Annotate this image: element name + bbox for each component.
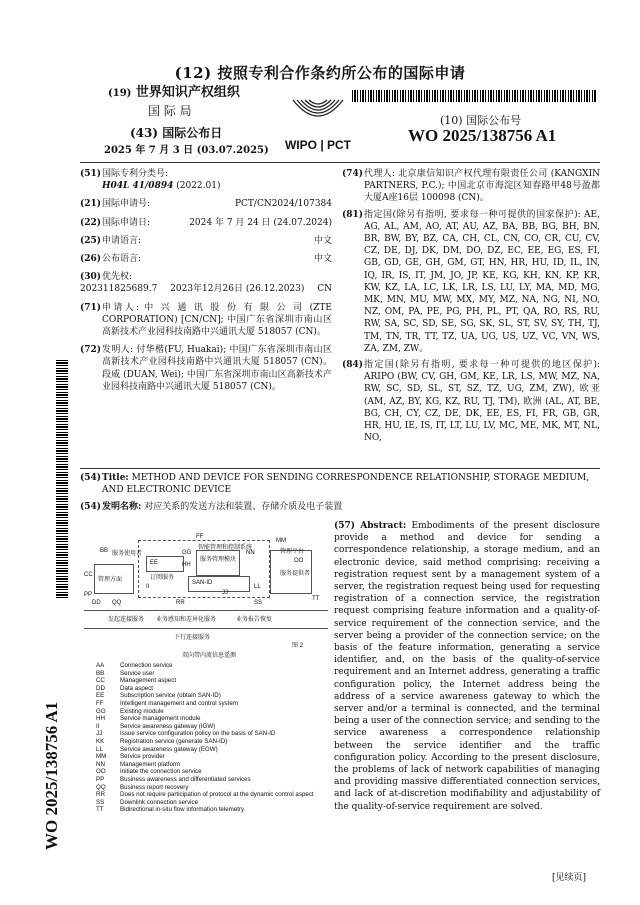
legend-row <box>96 761 326 769</box>
publication-language: 中文 <box>313 254 332 265</box>
org-code: (19) <box>108 88 132 99</box>
title-text: METHOD AND DEVICE FOR SENDING CORRESPONDENCE RELATIONSHIP, STORAGE MEDIUM, AND ELECTRONIC DEVICE <box>102 473 590 496</box>
legend-row <box>96 776 326 784</box>
fig-label-ff: FF <box>196 534 204 540</box>
pubnum-label: (10) 国际公布号 <box>440 114 522 127</box>
legend-value: Service provider <box>120 753 165 761</box>
legend-row <box>96 700 326 708</box>
title-label: Title: <box>102 473 129 483</box>
title-rule <box>80 468 600 469</box>
title-label: 发明名称: <box>102 502 142 512</box>
abstract <box>334 520 600 813</box>
field-num: (54) <box>80 502 102 512</box>
fig-label-kk: NN <box>246 550 255 556</box>
application-number: PCT/CN2024/107384 <box>234 199 332 210</box>
field-num: (21) <box>80 199 102 210</box>
connection-line <box>84 628 328 629</box>
legend-value: Issue service configuration policy on the basis of SAN-ID <box>120 730 276 738</box>
legend-key: MM <box>96 753 107 761</box>
fig-label-ii: II <box>146 584 150 590</box>
field-num: (54) <box>80 473 102 483</box>
field-label: 国际专利分类号: <box>102 169 169 179</box>
legend-value: Business report recovery <box>120 783 189 791</box>
org-line2: 国 际 局 <box>148 104 192 118</box>
fig-cn-text: 业务感知和差异化服务 <box>156 617 217 623</box>
fig-label-oo: QQ <box>112 600 122 606</box>
legend-row <box>96 753 326 761</box>
fig-label-qq: SS <box>254 600 263 606</box>
legend-row <box>96 662 326 670</box>
legend-key: FF <box>96 699 104 707</box>
priority-date: 2023年12月26日 (26.12.2023) <box>170 284 305 295</box>
applicant-text: 申请人: 中 兴 通 讯 股 份 有 限 公 司 (ZTE CORPORATION) [CN/CN]; 中国广东省深圳市南山区高新技术产业园科技南路中兴通讯大厦 518057 (CN)。 <box>102 302 332 338</box>
legend-key: PP <box>96 775 105 783</box>
abstract-text: Embodiments of the present disclosure provide a method and device for sending a correspondence relationship, a storage medium, and an electronic device, said method comprising: receiving a registration request sent by a management system of a server, the registration request being used for requesting registration of a connection service, the registration request comprising feature information and a quality-of-service requirement of the connection service, and the server being a provider of the connection service; on the basis of the feature information, generating a service identifier, and, on the basis of the quality-of-service requirement and an Internet address, generating a traffic configuration policy, the Internet address being the address of a service awareness gateway to which the server and/or a terminal is connected, and the terminal being a user of the connection service; and sending to the service awareness a correspondence relationship between the service identifier and the traffic configuration policy. According to the present disclosure, the problems of lack of network capabilities of managing and providing massive differentiated connection services, and lack of at-discretion modifiability and adjustability of the quality-of-service requirement are solved. <box>334 521 600 812</box>
legend-row <box>96 784 326 792</box>
legend-row <box>96 708 326 716</box>
field-num: (22) <box>80 217 102 228</box>
field-label: 公布语言: <box>102 254 142 265</box>
legend-row <box>96 738 326 746</box>
legend-value: Management platform <box>120 760 181 768</box>
fig-label-dd: DD <box>92 600 101 606</box>
fig-label-cc: CC <box>84 572 93 578</box>
legend-key: JJ <box>96 730 103 738</box>
field-num: (72) <box>80 345 102 356</box>
legend-row <box>96 670 326 678</box>
legend-row <box>96 730 326 738</box>
org-line1: 世界知识产权组织 <box>135 85 240 100</box>
legend-value: Data aspect <box>120 684 154 692</box>
fig-cn-text: 订阅服务 <box>150 575 175 581</box>
legend-key: RR <box>96 791 105 799</box>
legend-key: EE <box>96 692 105 700</box>
legend-key: KK <box>96 737 105 745</box>
legend-row <box>96 799 326 807</box>
ipc-code: H04L 41/0894 <box>102 181 174 192</box>
legend-row <box>96 791 326 799</box>
legend-row <box>96 723 326 731</box>
bibliographic-right <box>342 168 600 444</box>
legend-key: LL <box>96 745 103 753</box>
header-rule <box>80 162 600 163</box>
field-label: 优先权: <box>102 272 133 283</box>
fig-label-gg: GG <box>182 550 192 556</box>
field-num: (51) <box>80 169 102 179</box>
fig-label-bb: BB <box>100 548 109 554</box>
priority-number: 202311825689.7 <box>80 284 158 295</box>
field-label: 申请语言: <box>102 235 142 246</box>
legend-value: Business awareness and differentiated services <box>120 775 251 783</box>
fig-cn-text: 双向带内流信息遥测 <box>182 653 237 659</box>
fig-cn-text: 服务使用者 <box>112 551 143 557</box>
fig-label-pp: RR <box>176 600 185 606</box>
title-text: 对应关系的发送方法和装置、存储介质及电子装置 <box>144 502 343 512</box>
legend-key: TT <box>96 806 104 814</box>
field-num: (74) <box>342 169 364 179</box>
legend-key: AA <box>96 662 105 669</box>
field-num: (81) <box>342 209 364 220</box>
fig-label-nn: OO <box>294 558 304 564</box>
fig-cn-text: 管理平台 <box>280 549 305 555</box>
pubdate-value: 2025 年 7 月 3 日 (03.07.2025) <box>104 145 269 156</box>
regional-designation-text: 指定国(除另有指明, 要求每一种可提供的地区保护): ARIPO (BW, CV, GH, GM, KE, LR, LS, MW, MZ, NA, RW, SC, SD, SL, ST, SZ, TZ, UG, ZM, ZW), 欧亚 (AM, AZ, BY, KG, KZ, RU, TJ, TM), 欧洲 (AL, AT, BE, BG, CH, CY, CZ, DE, DK, EE, ES, FI, FR, GB, GR, HR, HU, IE, IS, IT, LT, LU, LV, MC, ME, MK, MT, NL, NO, <box>364 360 600 444</box>
agent-text: 代理人: 北京康信知识产权代理有限责任公司 (KANGXIN PARTNERS, P.C.); 中国北京市海淀区知春路甲48号盈都大厦A座16层 100098 (CN)。 <box>364 169 600 204</box>
priority-country: CN <box>317 284 332 295</box>
fig-label-aa: PP <box>84 592 93 598</box>
filing-language: 中文 <box>313 235 332 246</box>
abstract-label: Abstract: <box>360 521 407 531</box>
fig-label-jj: JJ <box>222 590 228 596</box>
priority-row <box>80 283 332 295</box>
bibliographic-left <box>80 168 332 393</box>
legend-row <box>96 677 326 685</box>
legend-row <box>96 746 326 754</box>
legend-value: Intelligent management and control system <box>120 699 238 707</box>
legend-value: Service awareness gateway (EGW) <box>120 745 218 753</box>
legend-key: OO <box>96 768 106 776</box>
fig-label-hh: HH <box>182 562 191 568</box>
ipc-year: (2022.01) <box>176 181 221 192</box>
legend-value: Service awareness gateway (IGW) <box>120 722 216 730</box>
side-pub-number: WO 2025/138756 A1 <box>42 701 61 850</box>
document-kind-title: (12) 按照专利合作条约所公布的国际申请 <box>174 64 466 82</box>
legend-value: Service user <box>120 669 155 677</box>
legend-row <box>96 692 326 700</box>
title-english <box>80 472 600 496</box>
org-name <box>108 86 240 100</box>
legend-row <box>96 715 326 723</box>
legend-key: QQ <box>96 783 106 791</box>
legend-value: Registration service (generate SAN-ID) <box>120 737 228 745</box>
fig-cn-text: 业务报告恢复 <box>236 617 273 623</box>
fig-cn-text: 服务管理模块 <box>200 557 237 563</box>
legend-row <box>96 768 326 776</box>
fig-cn-text: 智能管理和控制系统 <box>198 545 253 551</box>
national-designation-text: 指定国(除另有指明, 要求每一种可提供的国家保护): AE, AG, AL, AM, AO, AT, AU, AZ, BA, BB, BG, BH, BN, BR, BW, BY, BZ, CA, CH, CL, CN, CO, CR, CU, CV, CZ, DE, DJ, DK, DM, DO, DZ, EC, EE, EG, ES, FI, GB, GD, GE, GH, GM, GT, HN, HR, HU, ID, IL, IN, IQ, IR, IS, IT, JM, JO, JP, KE, KG, KH, KN, KP, KR, KW, KZ, LA, LC, LK, LR, LS, LU, LY, MA, MD, MG, MK, MN, MU, MW, MX, MY, MZ, NA, NG, NI, NO, NZ, OM, PA, PE, PG, PH, PL, PT, QA, RO, RS, RU, RW, SA, SC, SD, SE, SG, SK, SL, ST, SV, SY, TH, TJ, TM, TN, TR, TT, TZ, UA, UG, US, UZ, VC, VN, WS, ZA, ZM, ZW。 <box>364 209 600 354</box>
fig-cn-text: 下行连接服务 <box>174 635 211 641</box>
field-num: (84) <box>342 360 364 371</box>
inventor-text: 发明人: 付华楷(FU, Huakai); 中国广东省深圳市南山区高新技术产业园科技南路中兴通讯大厦 518057 (CN)。 段威 (DUAN, Wei); 中国广东省深圳市南山区高新技术产业园科技南路中兴通讯大厦 518057 (CN)。 <box>102 345 332 392</box>
legend-key: CC <box>96 677 105 685</box>
legend-key: II <box>96 722 100 730</box>
legend-value: Downlink connection service <box>120 798 199 806</box>
legend-value: Bidirectional in-situ flow information telemetry <box>120 806 245 814</box>
drawing-figure <box>84 534 329 658</box>
fig-label-ll: LL <box>254 584 261 590</box>
title-chinese <box>80 501 600 513</box>
wipo-logo-icon <box>283 92 353 152</box>
figure-legend <box>96 662 326 814</box>
legend-value: Connection service <box>120 662 173 669</box>
legend-value: Management aspect <box>120 677 177 685</box>
field-label: 国际申请日: <box>102 217 151 228</box>
continuation-note: [见续页] <box>552 873 587 883</box>
connection-line <box>84 610 328 611</box>
legend-key: SS <box>96 798 105 806</box>
legend-key: NN <box>96 760 105 768</box>
legend-key: HH <box>96 715 105 723</box>
legend-key: DD <box>96 684 105 692</box>
fig-cn-text: SAN-ID <box>192 580 213 586</box>
field-num: (30) <box>80 272 102 283</box>
figure-number: 图 2 <box>292 643 304 649</box>
legend-row <box>96 806 326 814</box>
field-label: 国际申请号: <box>102 199 151 210</box>
field-num: (71) <box>80 302 102 313</box>
fig-label-ee: EE <box>150 560 159 566</box>
legend-value: Subscription service (obtain SAN-ID) <box>120 692 221 700</box>
fig-cn-text: 发起连接服务 <box>108 617 145 623</box>
legend-value: Existing module <box>120 707 164 715</box>
top-barcode <box>352 90 597 102</box>
legend-row <box>96 685 326 693</box>
legend-key: GG <box>96 707 106 715</box>
legend-key: BB <box>96 669 105 677</box>
fig-cn-text: 管理方面 <box>98 577 123 583</box>
field-num: (26) <box>80 254 102 265</box>
legend-value: Initiate the connection service <box>120 768 202 776</box>
legend-value: Does not require participation of protocol at the dynamic control aspect <box>120 791 314 799</box>
fig-cn-text: 服务提供者 <box>280 571 311 577</box>
legend-value: Service management module <box>120 715 201 723</box>
pubnum-value: WO 2025/138756 A1 <box>408 126 557 145</box>
field-num: (25) <box>80 235 102 246</box>
wipo-logo-text: WIPO | PCT <box>284 138 352 152</box>
pubdate-label: (43) 国际公布日 <box>130 126 223 140</box>
fig-label-mm: MM <box>276 538 286 544</box>
side-barcode <box>56 360 68 600</box>
field-num: (57) <box>334 521 356 531</box>
fig-label-rr: TT <box>312 596 320 602</box>
filing-date: 2024 年 7 月 24 日 (24.07.2024) <box>189 217 332 228</box>
